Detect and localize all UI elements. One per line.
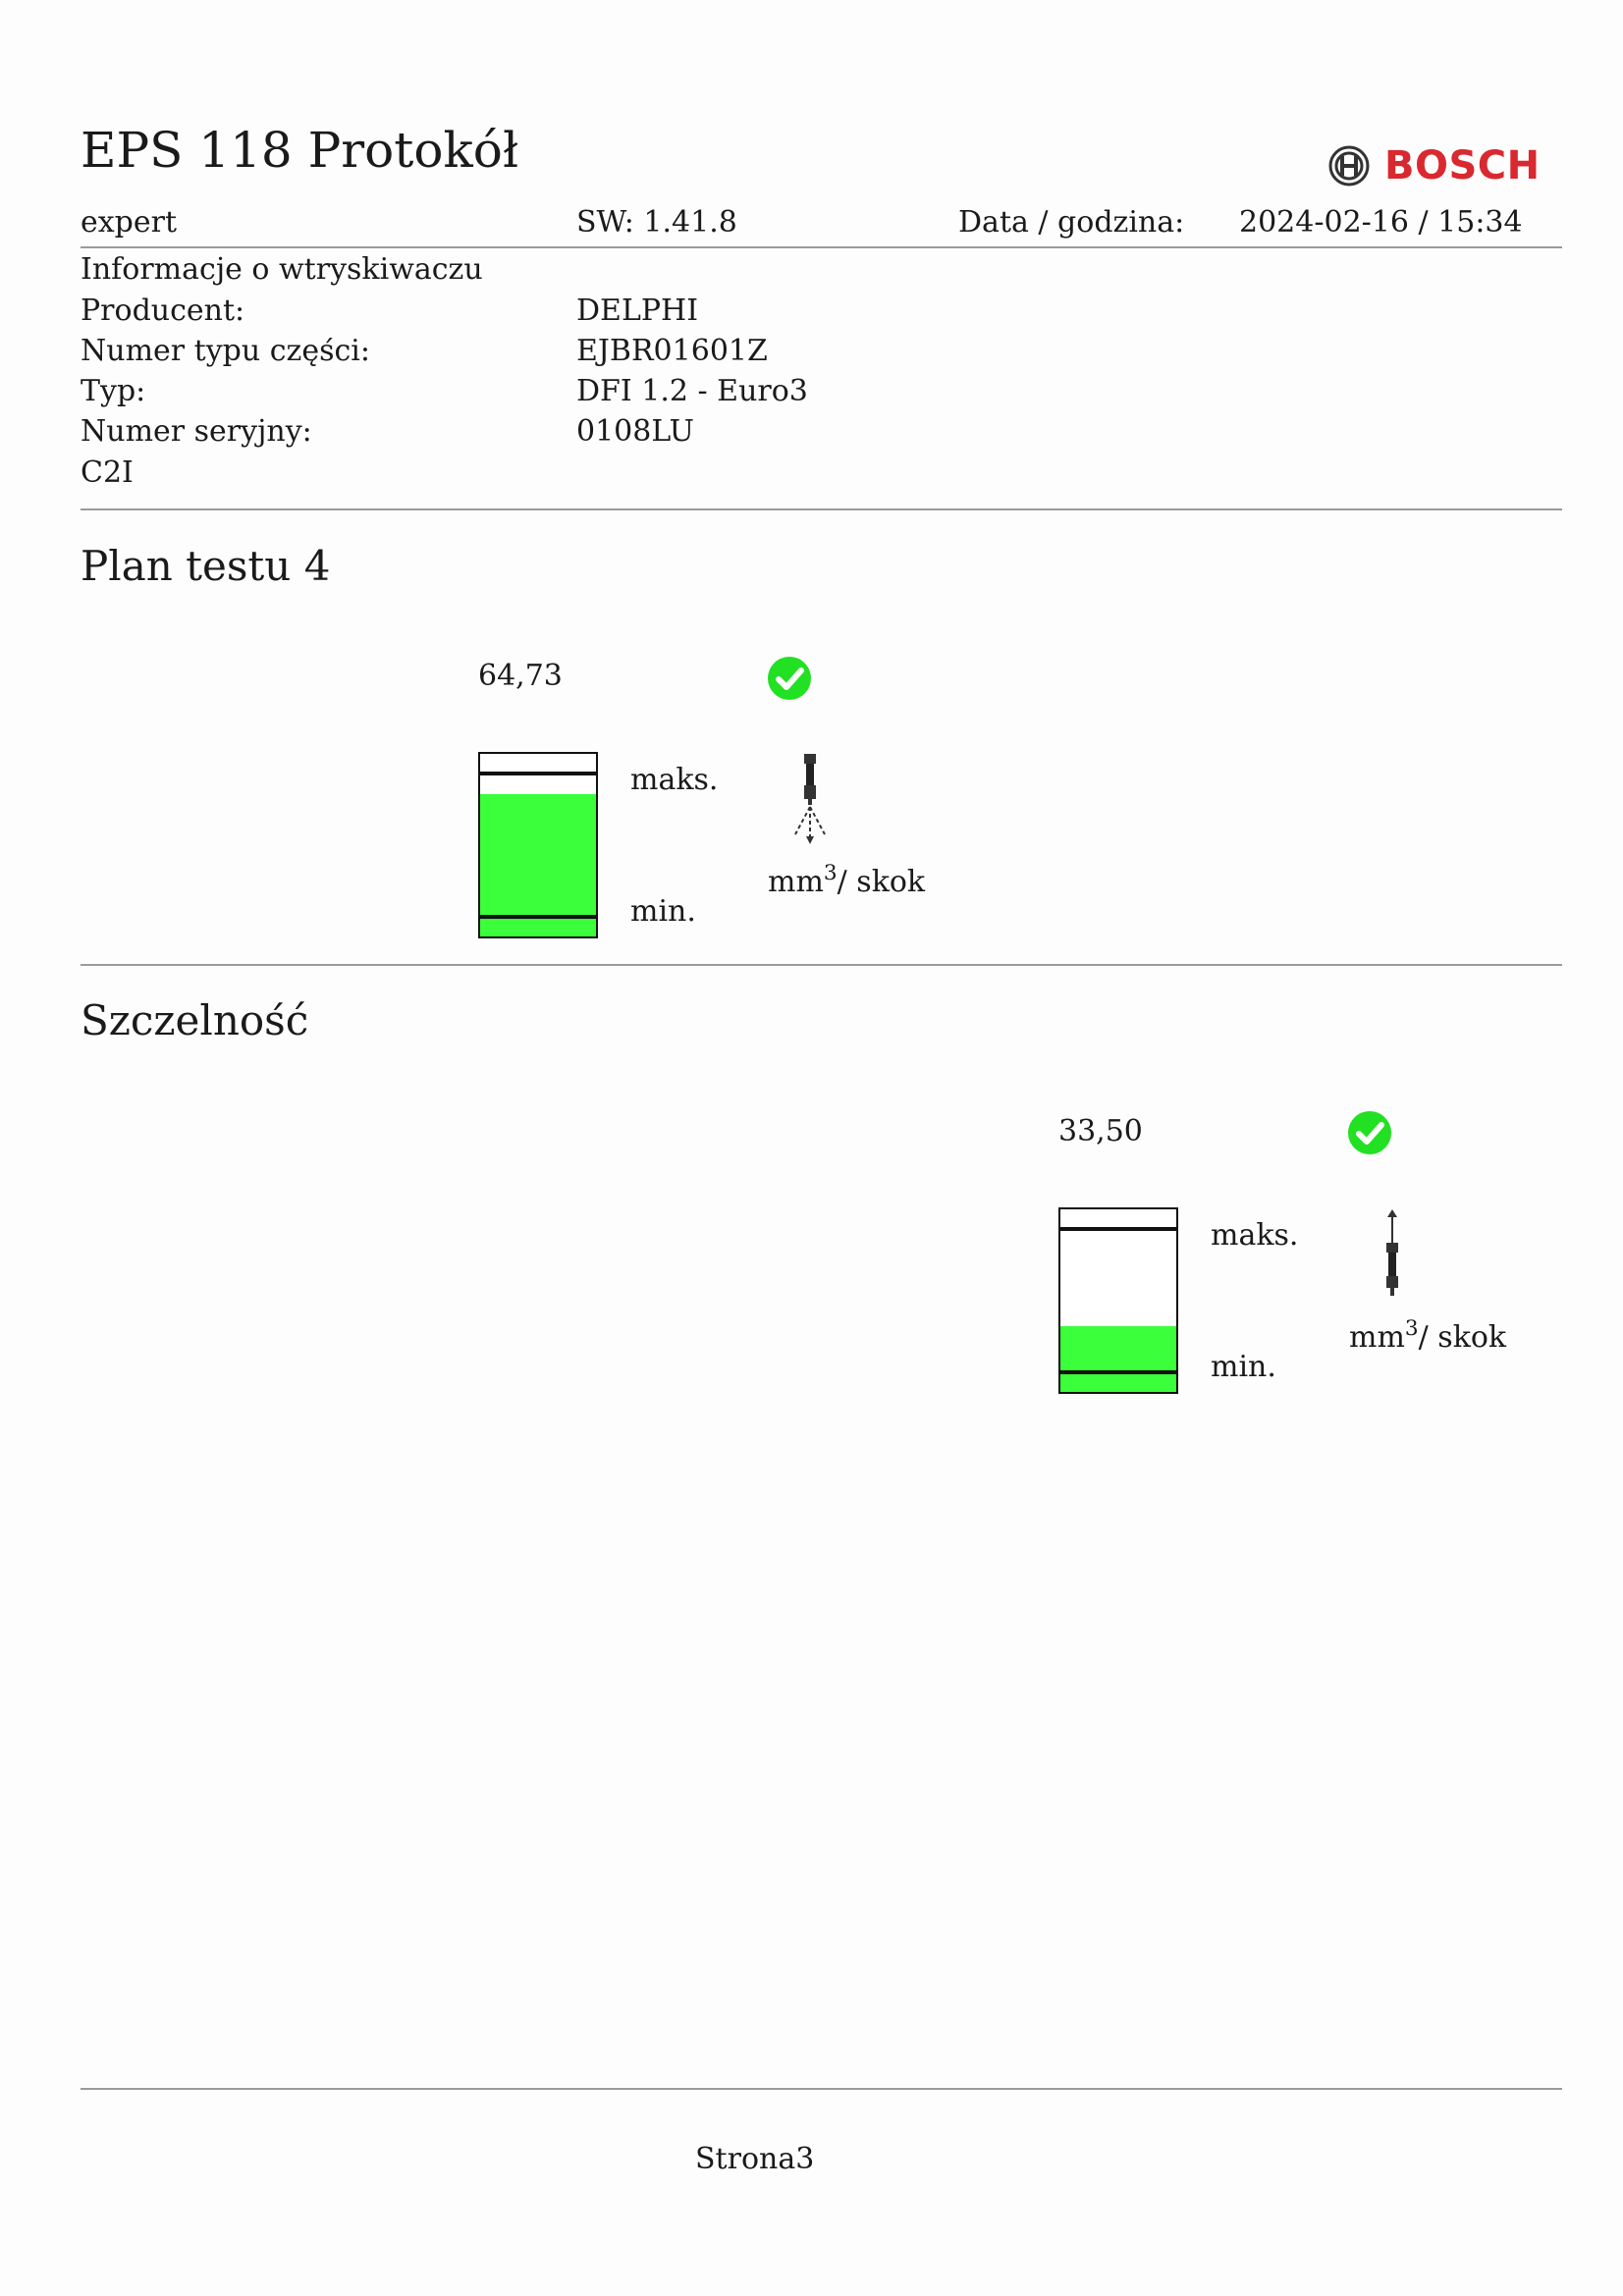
user-label: expert [81, 205, 178, 240]
gauge-min-label: min. [1211, 1350, 1276, 1384]
bosch-logo [1327, 143, 1541, 188]
gauge-min-label: min. [630, 894, 696, 929]
ok-check-icon [766, 655, 813, 702]
datetime-label: Data / godzina: [958, 205, 1185, 240]
unit-label: $mm^3/$ skok [768, 861, 926, 899]
page-number: Strona3 [695, 2142, 815, 2176]
injector-leak-icon [1373, 1207, 1412, 1302]
info-value-producer: DELPHI [576, 294, 699, 328]
test-plan-gauge [478, 752, 598, 938]
gauge-max-line [480, 772, 596, 775]
gauge-min-line [480, 915, 596, 919]
gauge-min-line [1060, 1370, 1176, 1374]
info-divider [81, 508, 1562, 510]
section-title-leak: Szczelność [81, 996, 309, 1044]
injector-info-heading: Informacje o wtryskiwaczu [81, 252, 483, 287]
software-version: SW: 1.41.8 [576, 205, 737, 240]
info-value-type: DFI 1.2 - Euro3 [576, 374, 808, 408]
page-title: EPS 118 Protokół [81, 122, 519, 179]
info-value-serial: 0108LU [576, 414, 694, 449]
gauge-max-label: maks. [1211, 1218, 1299, 1253]
info-label-serial: Numer seryjny: [81, 414, 312, 449]
info-label-part-number: Numer typu części: [81, 334, 370, 368]
leak-value: 33,50 [1058, 1114, 1143, 1148]
unit-label: $mm^3/$ skok [1349, 1316, 1507, 1355]
section-divider [81, 964, 1562, 966]
gauge-max-label: maks. [630, 763, 719, 797]
bosch-emblem-icon [1327, 144, 1371, 187]
injector-spray-icon [787, 752, 833, 846]
datetime-value: 2024-02-16 / 15:34 [1239, 205, 1523, 240]
test-plan-value: 64,73 [478, 659, 563, 693]
section-title-test-plan: Plan testu 4 [81, 542, 331, 590]
info-label-type: Typ: [81, 374, 146, 408]
header-divider [81, 246, 1562, 248]
ok-check-icon [1346, 1109, 1393, 1156]
leak-gauge [1058, 1207, 1178, 1394]
footer-divider [81, 2088, 1562, 2090]
info-value-part-number: EJBR01601Z [576, 334, 768, 368]
info-label-producer: Producent: [81, 294, 245, 328]
gauge-max-line [1060, 1227, 1176, 1231]
brand-name: BOSCH [1384, 143, 1541, 188]
injector-code: C2I [81, 455, 134, 490]
gauge-fill [1060, 1326, 1176, 1392]
